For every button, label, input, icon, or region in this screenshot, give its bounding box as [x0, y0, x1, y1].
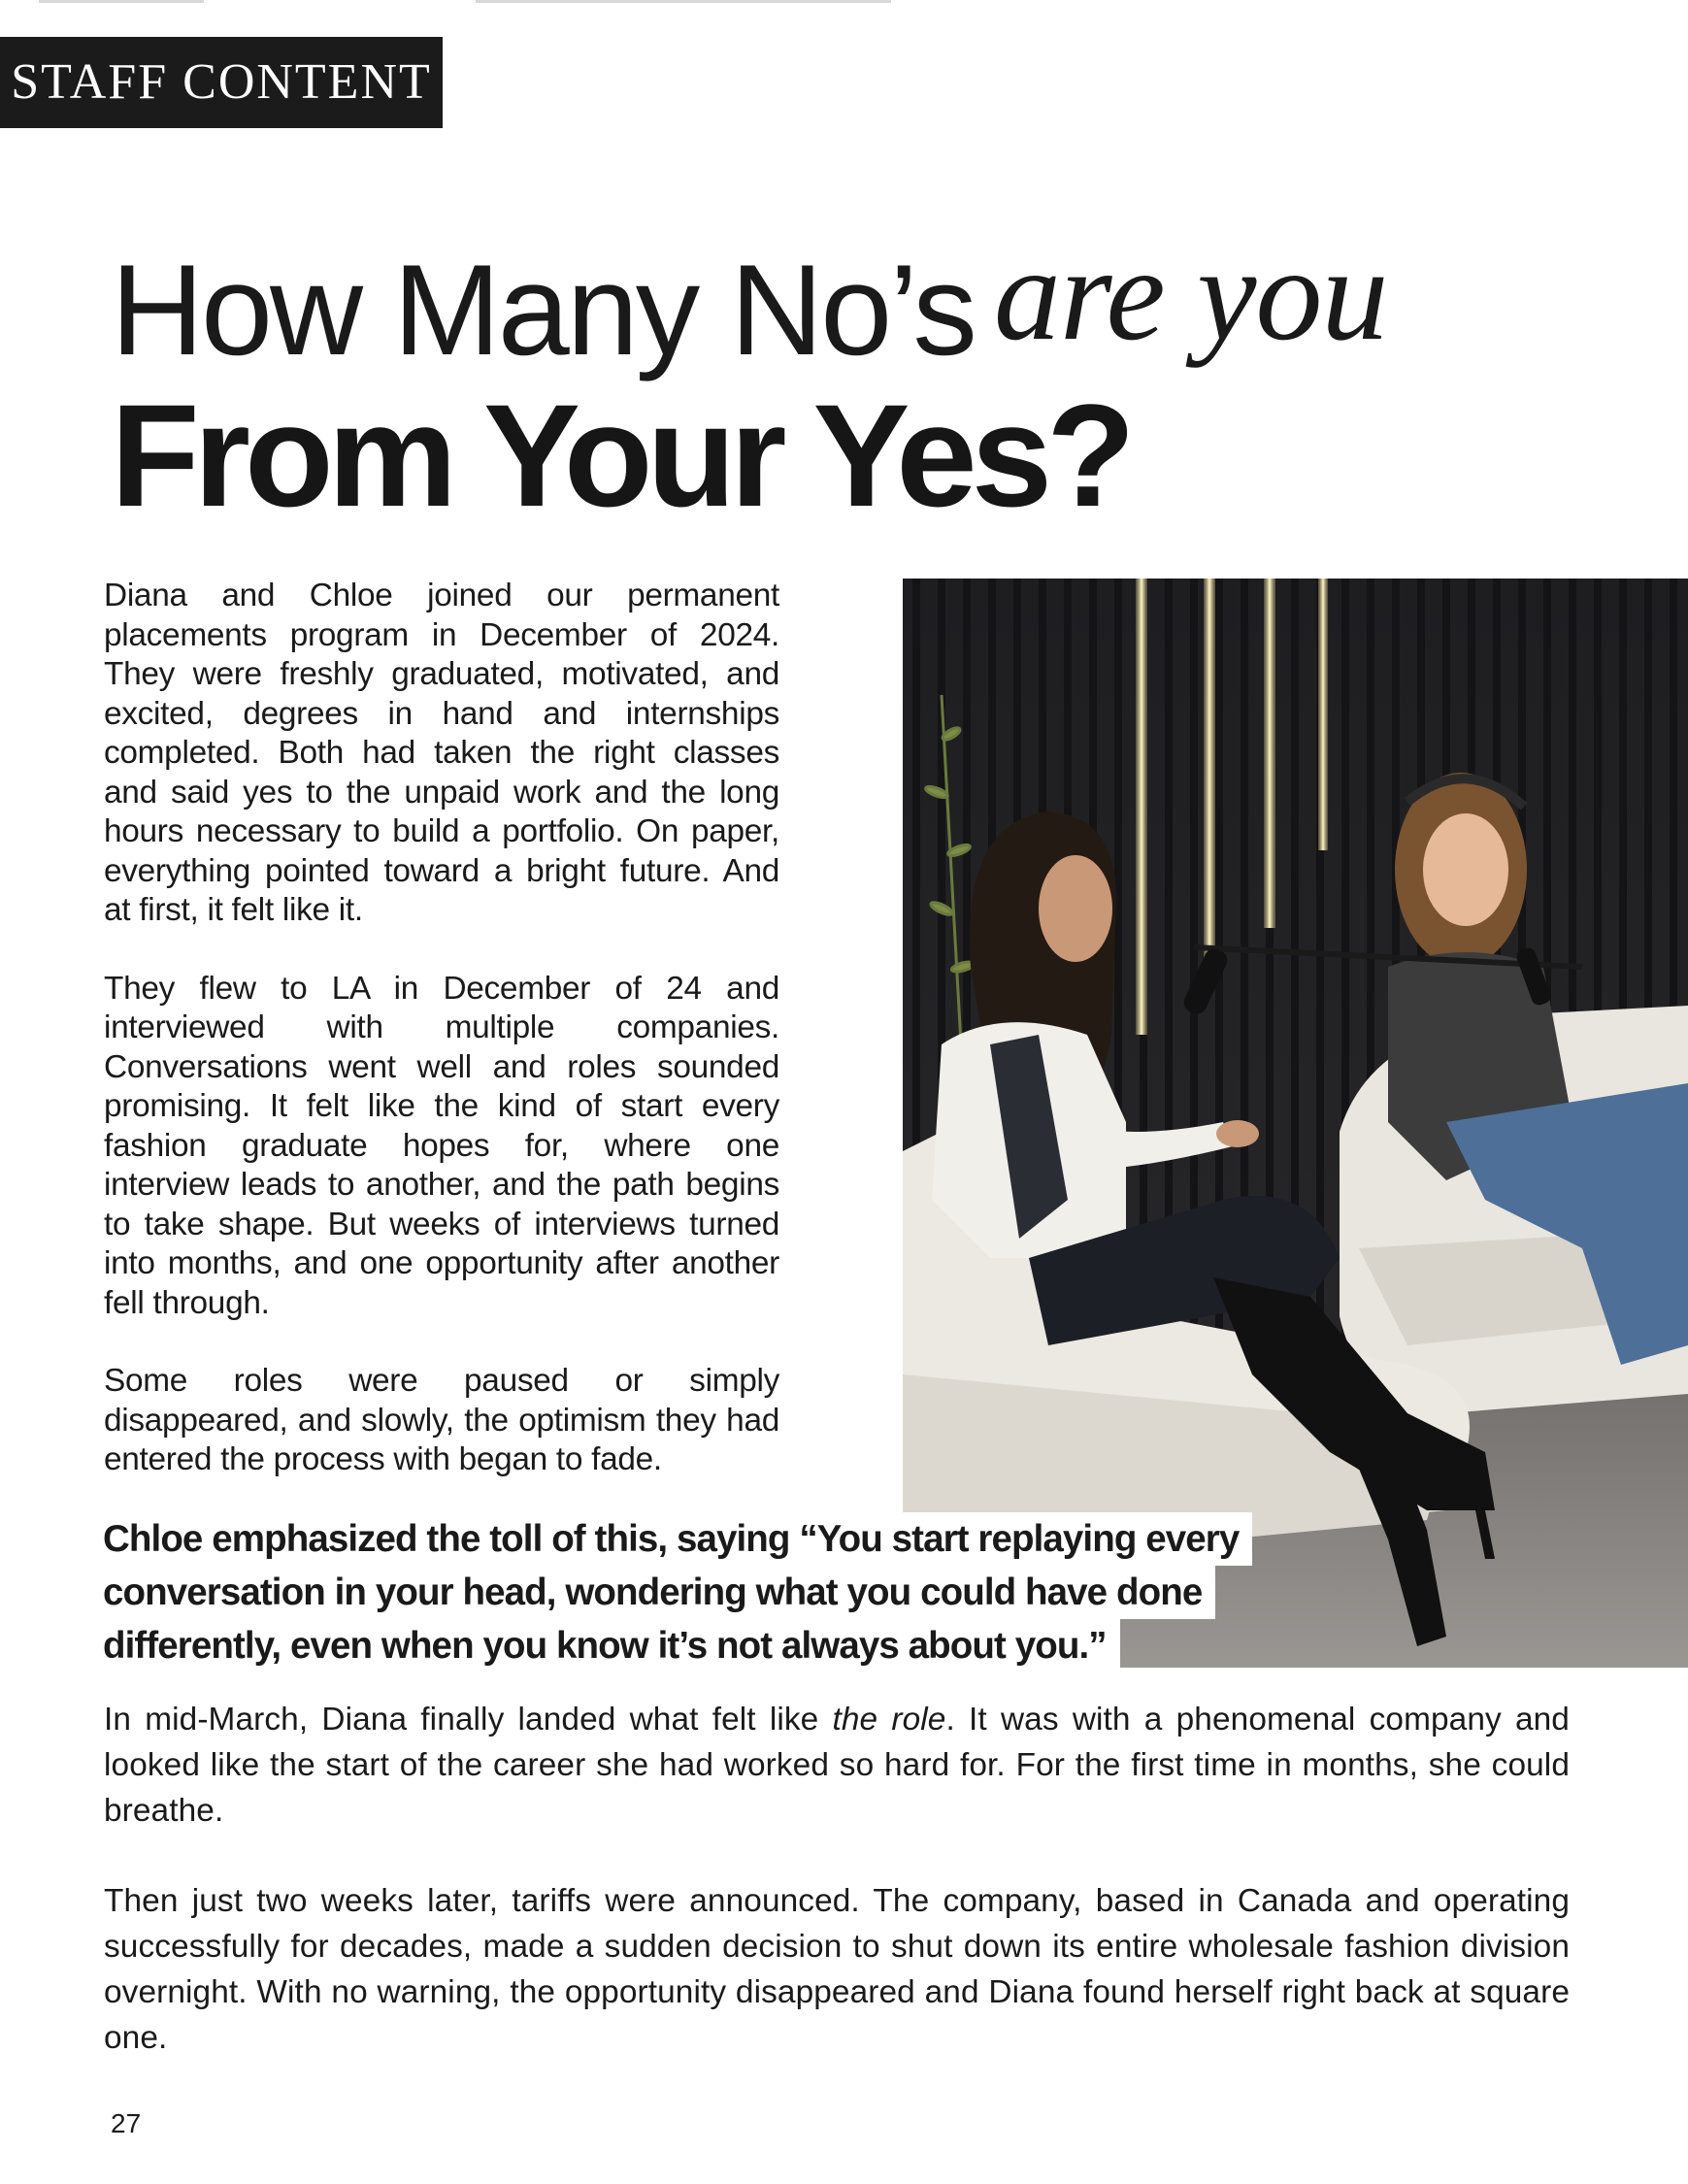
headline-italic: are you — [993, 219, 1388, 368]
intro-paragraph-1: Diana and Chloe joined our permanent placements program in December of 2024. They were freshly graduated, motivated, and excited, degrees in hand and internships completed. Both had taken the right classes and said yes to the unpaid work and the long hours necessary to build a portfolio. On paper, everything pointed toward a bright future. And at first, it felt like it. — [104, 578, 779, 928]
pull-quote-line-2: conversation in your head, wondering what you could have done — [103, 1566, 1215, 1619]
article-body — [104, 1697, 1570, 2105]
headline-line-1 — [111, 219, 1388, 382]
intro-paragraph-3: Some roles were paused or simply disappeared, and slowly, the optimism they had entered the process with began to fade. — [104, 1363, 779, 1477]
body-paragraph-1-end: . It was with a phenomenal company and looked like the start of the career she had worked so hard for. For the first time in months, she could breathe. — [104, 1702, 1570, 1829]
intro-paragraph-2: They flew to LA in December of 24 and interviewed with multiple companies. Conversations went well and roles sounded promising. It felt like the kind of start every fashion graduate hopes for, where one interview leads to another, and the path begins to take shape. But weeks of interviews turned into months, and one opportunity after another fell through. — [104, 970, 779, 1321]
intro-column — [104, 577, 779, 1519]
headline-part-1: How Many No’s — [111, 239, 975, 382]
headline-line-2: From Your Yes? — [111, 374, 1130, 537]
article-headline — [111, 219, 1388, 537]
header-mark — [39, 0, 204, 3]
page-number: 27 — [111, 2108, 142, 2138]
body-paragraph-1-start: In mid-March, Diana finally landed what felt like — [104, 1702, 833, 1737]
header-rule — [476, 0, 891, 3]
pull-quote-line-1: Chloe emphasized the toll of this, saying “You start replaying every — [103, 1512, 1252, 1566]
body-emphasis: the role — [832, 1702, 946, 1737]
interview-photo — [903, 579, 1688, 1668]
pull-quote — [103, 1512, 1384, 1672]
section-tag: STAFF CONTENT — [0, 37, 443, 128]
body-paragraph-1 — [104, 1697, 1570, 1834]
pull-quote-line-3: differently, even when you know it’s not always about you.” — [103, 1619, 1120, 1672]
body-paragraph-2: Then just two weeks later, tariffs were announced. The company, based in Canada and operating successfully for decades, made a sudden decision to shut down its entire wholesale fashion division overnight. With no warning, the opportunity disappeared and Diana found herself right back at square one. — [104, 1883, 1570, 2056]
